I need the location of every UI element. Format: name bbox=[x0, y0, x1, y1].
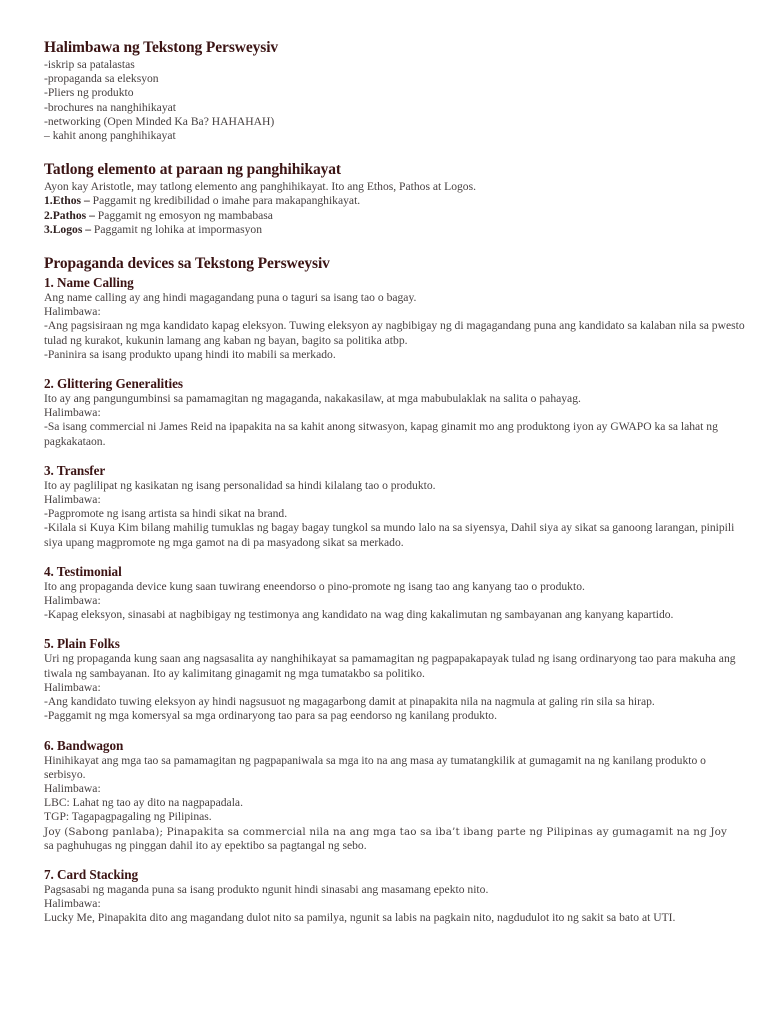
intro-item-3: -brochures na nanghihikayat bbox=[44, 100, 176, 114]
page-title: Halimbawa ng Tekstong Persweysiv bbox=[44, 39, 279, 56]
section-propaganda-devices bbox=[44, 254, 746, 926]
device-item-3 bbox=[44, 462, 746, 550]
device-item-1 bbox=[44, 274, 746, 362]
intro-item-1: -propaganda sa eleksyon bbox=[44, 72, 159, 86]
elements-list-item-2 bbox=[44, 223, 746, 237]
heading-propaganda-devices: Propaganda devices sa Tekstong Persweysiv bbox=[44, 255, 330, 273]
device-example-3-0: -Pagpromote ng isang artista sa hindi sikat na brand. bbox=[44, 507, 288, 521]
device-example-1-0: -Ang pagsisiraan ng mga kandidato kapag eleksyon. Tuwing eleksyon ay nagbibigay ng di magagandang puna ang kandidato sa kalaban nila sa pwesto tulad ng kurakot, kukunin lamang ang kaban ng bayan, bagito sa politika atbp. bbox=[44, 319, 745, 347]
device-item-6 bbox=[44, 737, 746, 853]
device-heading-7: 7. Card Stacking bbox=[44, 866, 139, 882]
halimbawa-label-2: Halimbawa: bbox=[44, 406, 101, 420]
halimbawa-label-7: Halimbawa: bbox=[44, 897, 101, 911]
elements-label-1: 2.Pathos – bbox=[44, 208, 95, 222]
device-example-4-0: -Kapag eleksyon, sinasabi at nagbibigay ng testimonya ang kandidato na wag ding kakalimutan ng sambayanan ang kanyang kapartido. bbox=[44, 608, 674, 622]
device-example-2-0: -Sa isang commercial ni James Reid na ipapakita na sa kahit anong sitwasyon, kapag ginamit mo ang produktong iyon ay GWAPO ka sa lahat ng pagkakataon. bbox=[44, 420, 718, 448]
spacer bbox=[44, 622, 746, 635]
device-definition-1: Ang name calling ay ang hindi magagandang puna o taguri sa isang tao o bagay. bbox=[44, 291, 417, 305]
device-definition-5: Uri ng propaganda kung saan ang nagsasalita ay nanghihikayat sa pamamagitan ng pagpapakapayak tulad ng isang ordinaryong tao para makuha ang tiwala ng sambayanan. Ito ay kalimitang ginagamit ng mga tumatakbo sa politiko. bbox=[44, 652, 736, 680]
elements-label-0: 1.Ethos – bbox=[44, 194, 90, 208]
spacer bbox=[44, 724, 746, 737]
intro-item-0: -iskrip sa patalastas bbox=[44, 58, 135, 71]
device-example-3-1: -Kilala si Kuya Kim bilang mahilig tumuklas ng bagay bagay tungkol sa mundo lalo na sa siyensya, Dahil siya ay sikat sa ganoong larangan, pinipili siya upang magpromote ng mga gamot na di pa masyadong sikat sa merkado. bbox=[44, 521, 735, 549]
device-item-5 bbox=[44, 635, 746, 723]
spacer bbox=[44, 550, 746, 563]
elements-list-item-1 bbox=[44, 209, 746, 223]
device-heading-1: 1. Name Calling bbox=[44, 275, 134, 291]
elements-list-item-0 bbox=[44, 194, 746, 208]
device-example-6-1: TGP: Tagapagpagaling ng Pilipinas. bbox=[44, 810, 212, 824]
device-definition-2: Ito ay ang pangungumbinsi sa pamamagitan ng magaganda, nakakasilaw, at mga mabubulaklak na salita o pahayag. bbox=[44, 392, 581, 406]
elements-text-1: Paggamit ng emosyon ng mambabasa bbox=[94, 208, 273, 222]
spacer bbox=[44, 449, 746, 462]
spacer bbox=[44, 853, 746, 866]
halimbawa-label-1: Halimbawa: bbox=[44, 305, 101, 319]
device-heading-6: 6. Bandwagon bbox=[44, 737, 124, 753]
elements-text-2: Paggamit ng lohika at impormasyon bbox=[91, 222, 263, 236]
elements-label-2: 3.Logos – bbox=[44, 222, 92, 236]
halimbawa-label-6: Halimbawa: bbox=[44, 781, 101, 795]
device-heading-2: 2. Glittering Generalities bbox=[44, 376, 183, 392]
intro-item-5: – kahit anong panghihikayat bbox=[44, 129, 176, 143]
halimbawa-label-3: Halimbawa: bbox=[44, 493, 101, 507]
elements-intro-line: Ayon kay Aristotle, may tatlong elemento ang panghihikayat. Ito ang Ethos, Pathos at Logos. bbox=[44, 180, 477, 194]
halimbawa-label-4: Halimbawa: bbox=[44, 594, 101, 608]
device-example-1-1: -Paninira sa isang produkto upang hindi ito mabili sa merkado. bbox=[44, 347, 336, 361]
device-item-2 bbox=[44, 375, 746, 449]
device-definition-3: Ito ay paglilipat ng kasikatan ng isang personalidad sa hindi kilalang tao o produkto. bbox=[44, 478, 436, 492]
device-example-5-0: -Ang kandidato tuwing eleksyon ay hindi nagsusuot ng magagarbong damit at pinapakita nila na nagmula at galing rin sila sa hirap. bbox=[44, 695, 655, 709]
device-example-6-joy-line2: sa paghuhugas ng pinggan dahil ito ay epektibo sa pagtangal ng sebo. bbox=[44, 838, 367, 852]
device-definition-4: Ito ang propaganda device kung saan tuwirang eneendorso o pino-promote ng isang tao ang kanyang tao o produkto. bbox=[44, 579, 585, 593]
halimbawa-label-5: Halimbawa: bbox=[44, 680, 101, 694]
device-item-4 bbox=[44, 563, 746, 623]
elements-text-0: Paggamit ng kredibilidad o imahe para makapanghikayat. bbox=[89, 194, 361, 208]
device-definition-6: Hinihikayat ang mga tao sa pamamagitan ng pagpapaniwala sa mga ito na ang masa ay tumatangkilik at gumagamit na ng kanilang produkto o serbisyo. bbox=[44, 753, 706, 781]
spacer bbox=[44, 143, 746, 160]
spacer bbox=[44, 362, 746, 375]
section-tatlong-elemento bbox=[44, 160, 746, 237]
device-example-5-1: -Paggamit ng mga komersyal sa mga ordinaryong tao para sa pag eendorso ng kanilang produkto. bbox=[44, 709, 498, 723]
device-heading-3: 3. Transfer bbox=[44, 462, 106, 478]
heading-tatlong-elemento: Tatlong elemento at paraan ng panghihikayat bbox=[44, 161, 341, 179]
device-definition-7: Pagsasabi ng maganda puna sa isang produkto ngunit hindi sinasabi ang masamang epekto nito. bbox=[44, 882, 489, 896]
device-example-6-0: LBC: Lahat ng tao ay dito na nagpapadala. bbox=[44, 796, 243, 810]
intro-item-2: -Pliers ng produkto bbox=[44, 86, 134, 100]
device-heading-4: 4. Testimonial bbox=[44, 563, 122, 579]
device-item-7 bbox=[44, 866, 746, 926]
section-halimbawa-intro bbox=[44, 38, 746, 143]
device-example-7-0: Lucky Me, Pinapakita dito ang magandang dulot nito sa pamilya, ngunit sa labis na pagkain nito, nagdudulot ito ng sakit sa bato at UTI. bbox=[44, 911, 676, 925]
device-example-6-joy-line1: Joy (Sabong panlaba); Pinapakita sa commercial nila na ang mga tao sa iba’t ibang parte ng Pilipinas ay gumagamit na ng Joy bbox=[44, 825, 728, 838]
device-heading-5: 5. Plain Folks bbox=[44, 636, 120, 652]
intro-item-4: -networking (Open Minded Ka Ba? HAHAHAH) bbox=[44, 114, 275, 128]
spacer bbox=[44, 237, 746, 254]
